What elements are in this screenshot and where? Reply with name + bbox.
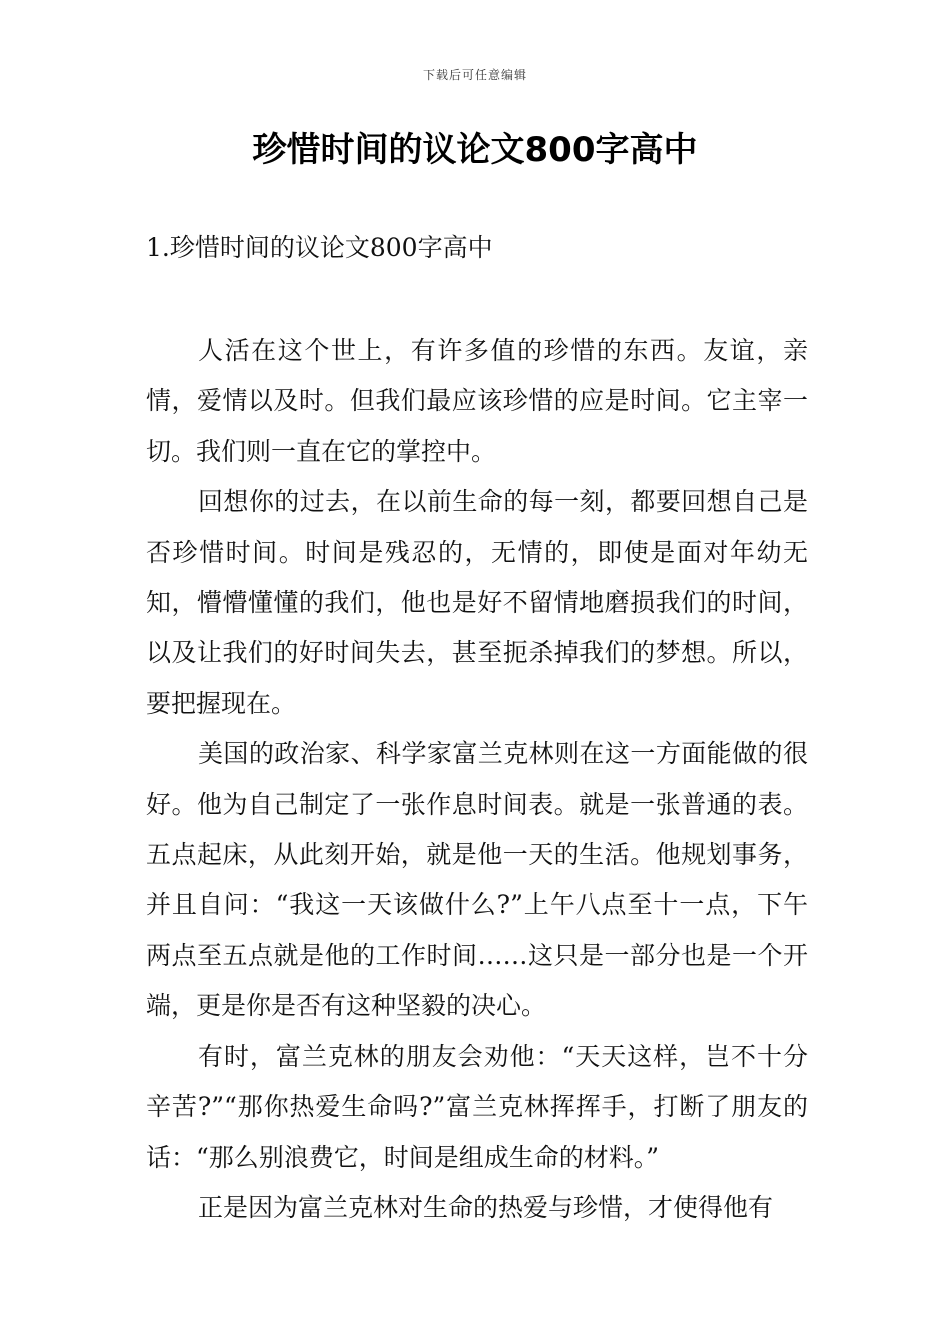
header-note: 下载后可任意编辑 xyxy=(422,68,527,82)
paragraph: 有时，富兰克林的朋友会劝他：“天天这样，岂不十分辛苦?”“那你热爱生命吗?”富兰克林挥挥手，打断了朋友的话：“那么别浪费它，时间是组成生命的材料。” xyxy=(146,1041,808,1172)
document-title: 珍惜时间的议论文800字高中 xyxy=(252,130,698,170)
paragraph: 人活在这个世上，有许多值的珍惜的东西。友谊，亲情，爱情以及时。但我们最应该珍惜的应是时间。它主宰一切。我们则一直在它的掌控中。 xyxy=(146,336,808,466)
section-heading: 1.珍惜时间的议论文800字高中 xyxy=(146,233,493,262)
paragraph: 美国的政治家、科学家富兰克林则在这一方面能做的很好。他为自己制定了一张作息时间表。就是一张普通的表。五点起床，从此刻开始，就是他一天的生活。他规划事务，并且自问：“我这一天该做什么?”上午八点至十一点，下午两点至五点就是他的工作时间……这只是一部分也是一个开端，更是你是否有这种坚毅的决心。 xyxy=(146,739,808,1021)
paragraph: 正是因为富兰克林对生命的热爱与珍惜，才使得他有 xyxy=(198,1192,774,1222)
paragraph: 回想你的过去，在以前生命的每一刻，都要回想自己是否珍惜时间。时间是残忍的，无情的，即使是面对年幼无知，懵懵懂懂的我们，他也是好不留情地磨损我们的时间，以及让我们的好时间失去，甚至扼杀掉我们的梦想。所以，要把握现在。 xyxy=(146,487,808,718)
essay-body xyxy=(146,326,808,1233)
